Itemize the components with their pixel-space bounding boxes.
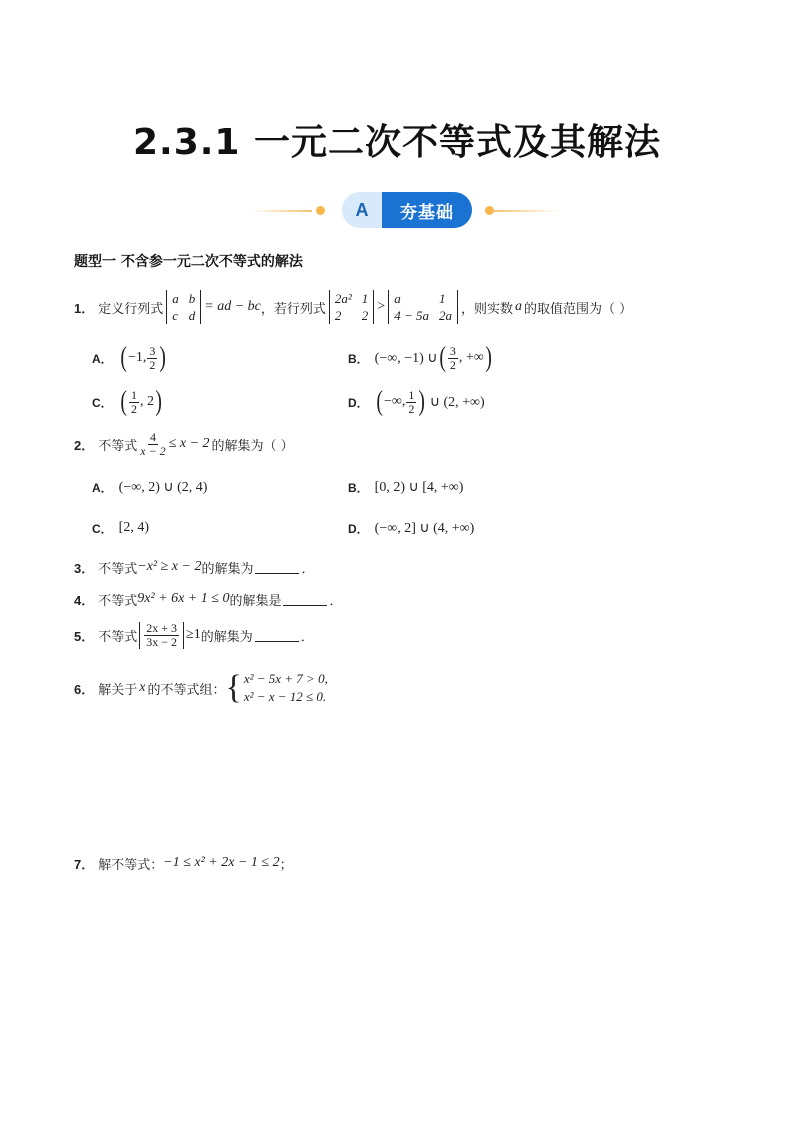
question-text: 不等式 [98,629,138,645]
question-number: 7． [74,856,95,872]
question-text: 解不等式： [98,857,164,873]
page-title: 2.3.1 一元二次不等式及其解法 [132,122,662,163]
banner-pill [342,192,472,228]
fraction: $\frac{2x + 3}{3x - 2}$ [146,620,178,649]
option-2d[interactable]: D． (−∞, 2] ∪ (4, +∞) [348,520,475,536]
option-2c[interactable]: C． [2, 4) [92,520,149,536]
math-expression: = ad − bc [204,299,261,314]
fraction: $\frac{3}{2}$ [449,343,456,372]
question-text: ，若行列式 [260,301,326,317]
absolute-value [139,622,184,649]
question-text: 的解集为（ ） [211,438,294,454]
banner-line-right [492,210,560,212]
math-expression: −1 ≤ x² + 2x − 1 ≤ 2 [163,855,280,870]
question-text: 不等式 [98,561,138,577]
question-text: 的取值范围为（ ） [523,301,633,317]
banner-letter: A [342,192,382,228]
determinant-right: a 1 4 − 5a 2a [388,290,458,324]
banner-dot-left [316,206,325,215]
question-4: 4． 不等式 9x² + 6x + 1 ≤ 0 的解集是 ． [74,591,343,609]
option-1c[interactable]: C． ( $\frac{1}{2}$ , 2 ) [92,386,162,417]
option-1a[interactable]: A． ( −1, $\frac{3}{2}$ ) [92,342,167,373]
question-number: 5． [74,628,95,644]
question-6 [74,668,328,708]
question-text: 定义行列式 [98,301,164,317]
option-1d[interactable]: D． ( −∞, $\frac{1}{2}$ ) ∪ (2, +∞) [348,386,485,417]
determinant-left: 2a² 1 2 2 [329,290,374,324]
question-text: 不等式 [98,593,138,609]
math-expression: ≥1 [186,627,201,642]
determinant-definition: a b c d [166,290,201,324]
option-2a[interactable]: A． (−∞, 2) ∪ (2, 4) [92,479,208,495]
question-number: 6． [74,681,95,697]
fraction: $\frac{3}{2}$ [149,343,156,372]
fraction: $\frac{4}{x - 2}$ [140,429,166,458]
question-number: 3． [74,560,95,576]
math-expression: −x² ≥ x − 2 [137,559,202,574]
section-banner [250,192,550,228]
banner-line-left [250,210,312,212]
question-text: ； [279,857,293,873]
inequality-system: x² − 5x + 7 > 0, x² − x − 12 ≤ 0. [243,671,328,704]
option-2b[interactable]: B． [0, 2) ∪ [4, +∞) [348,479,464,495]
fraction: $\frac{1}{2}$ [131,387,137,416]
question-text: 解关于 [98,682,138,698]
answer-blank[interactable] [255,561,299,574]
math-variable: a [514,299,522,314]
section-heading: 题型一 不含参一元二次不等式的解法 [74,254,303,270]
banner-label: 夯基础 [382,192,472,228]
question-text: 的解集是 [229,593,282,609]
question-text: 的不等式组： [147,682,226,698]
question-number: 1． [74,300,95,316]
math-expression: ≤ x − 2 [168,436,210,451]
question-5: 5． 不等式 $\frac{2x + 3}{3x - 2}$ ≥1 的解集为 ． [74,620,314,649]
question-number: 2． [74,437,95,453]
question-3: 3． 不等式 −x² ≥ x − 2 的解集为 ． [74,559,315,577]
math-operator: > [377,299,386,314]
math-expression: 9x² + 6x + 1 ≤ 0 [137,591,230,606]
question-1 [74,287,632,327]
question-text: ，则实数 [460,301,513,317]
math-variable: x [139,680,146,695]
system-brace: { [225,669,242,706]
question-text: 不等式 [98,438,138,454]
answer-blank[interactable] [255,629,299,642]
option-1b[interactable]: B． (−∞, −1) ∪ ( $\frac{3}{2}$ , +∞ ) [348,342,492,373]
answer-blank[interactable] [283,593,327,606]
fraction: $\frac{1}{2}$ [408,387,415,416]
question-text: 的解集为 [201,561,254,577]
question-7 [74,853,293,873]
question-text: 的解集为 [200,629,253,645]
question-number: 4． [74,592,95,608]
question-2 [74,426,294,462]
